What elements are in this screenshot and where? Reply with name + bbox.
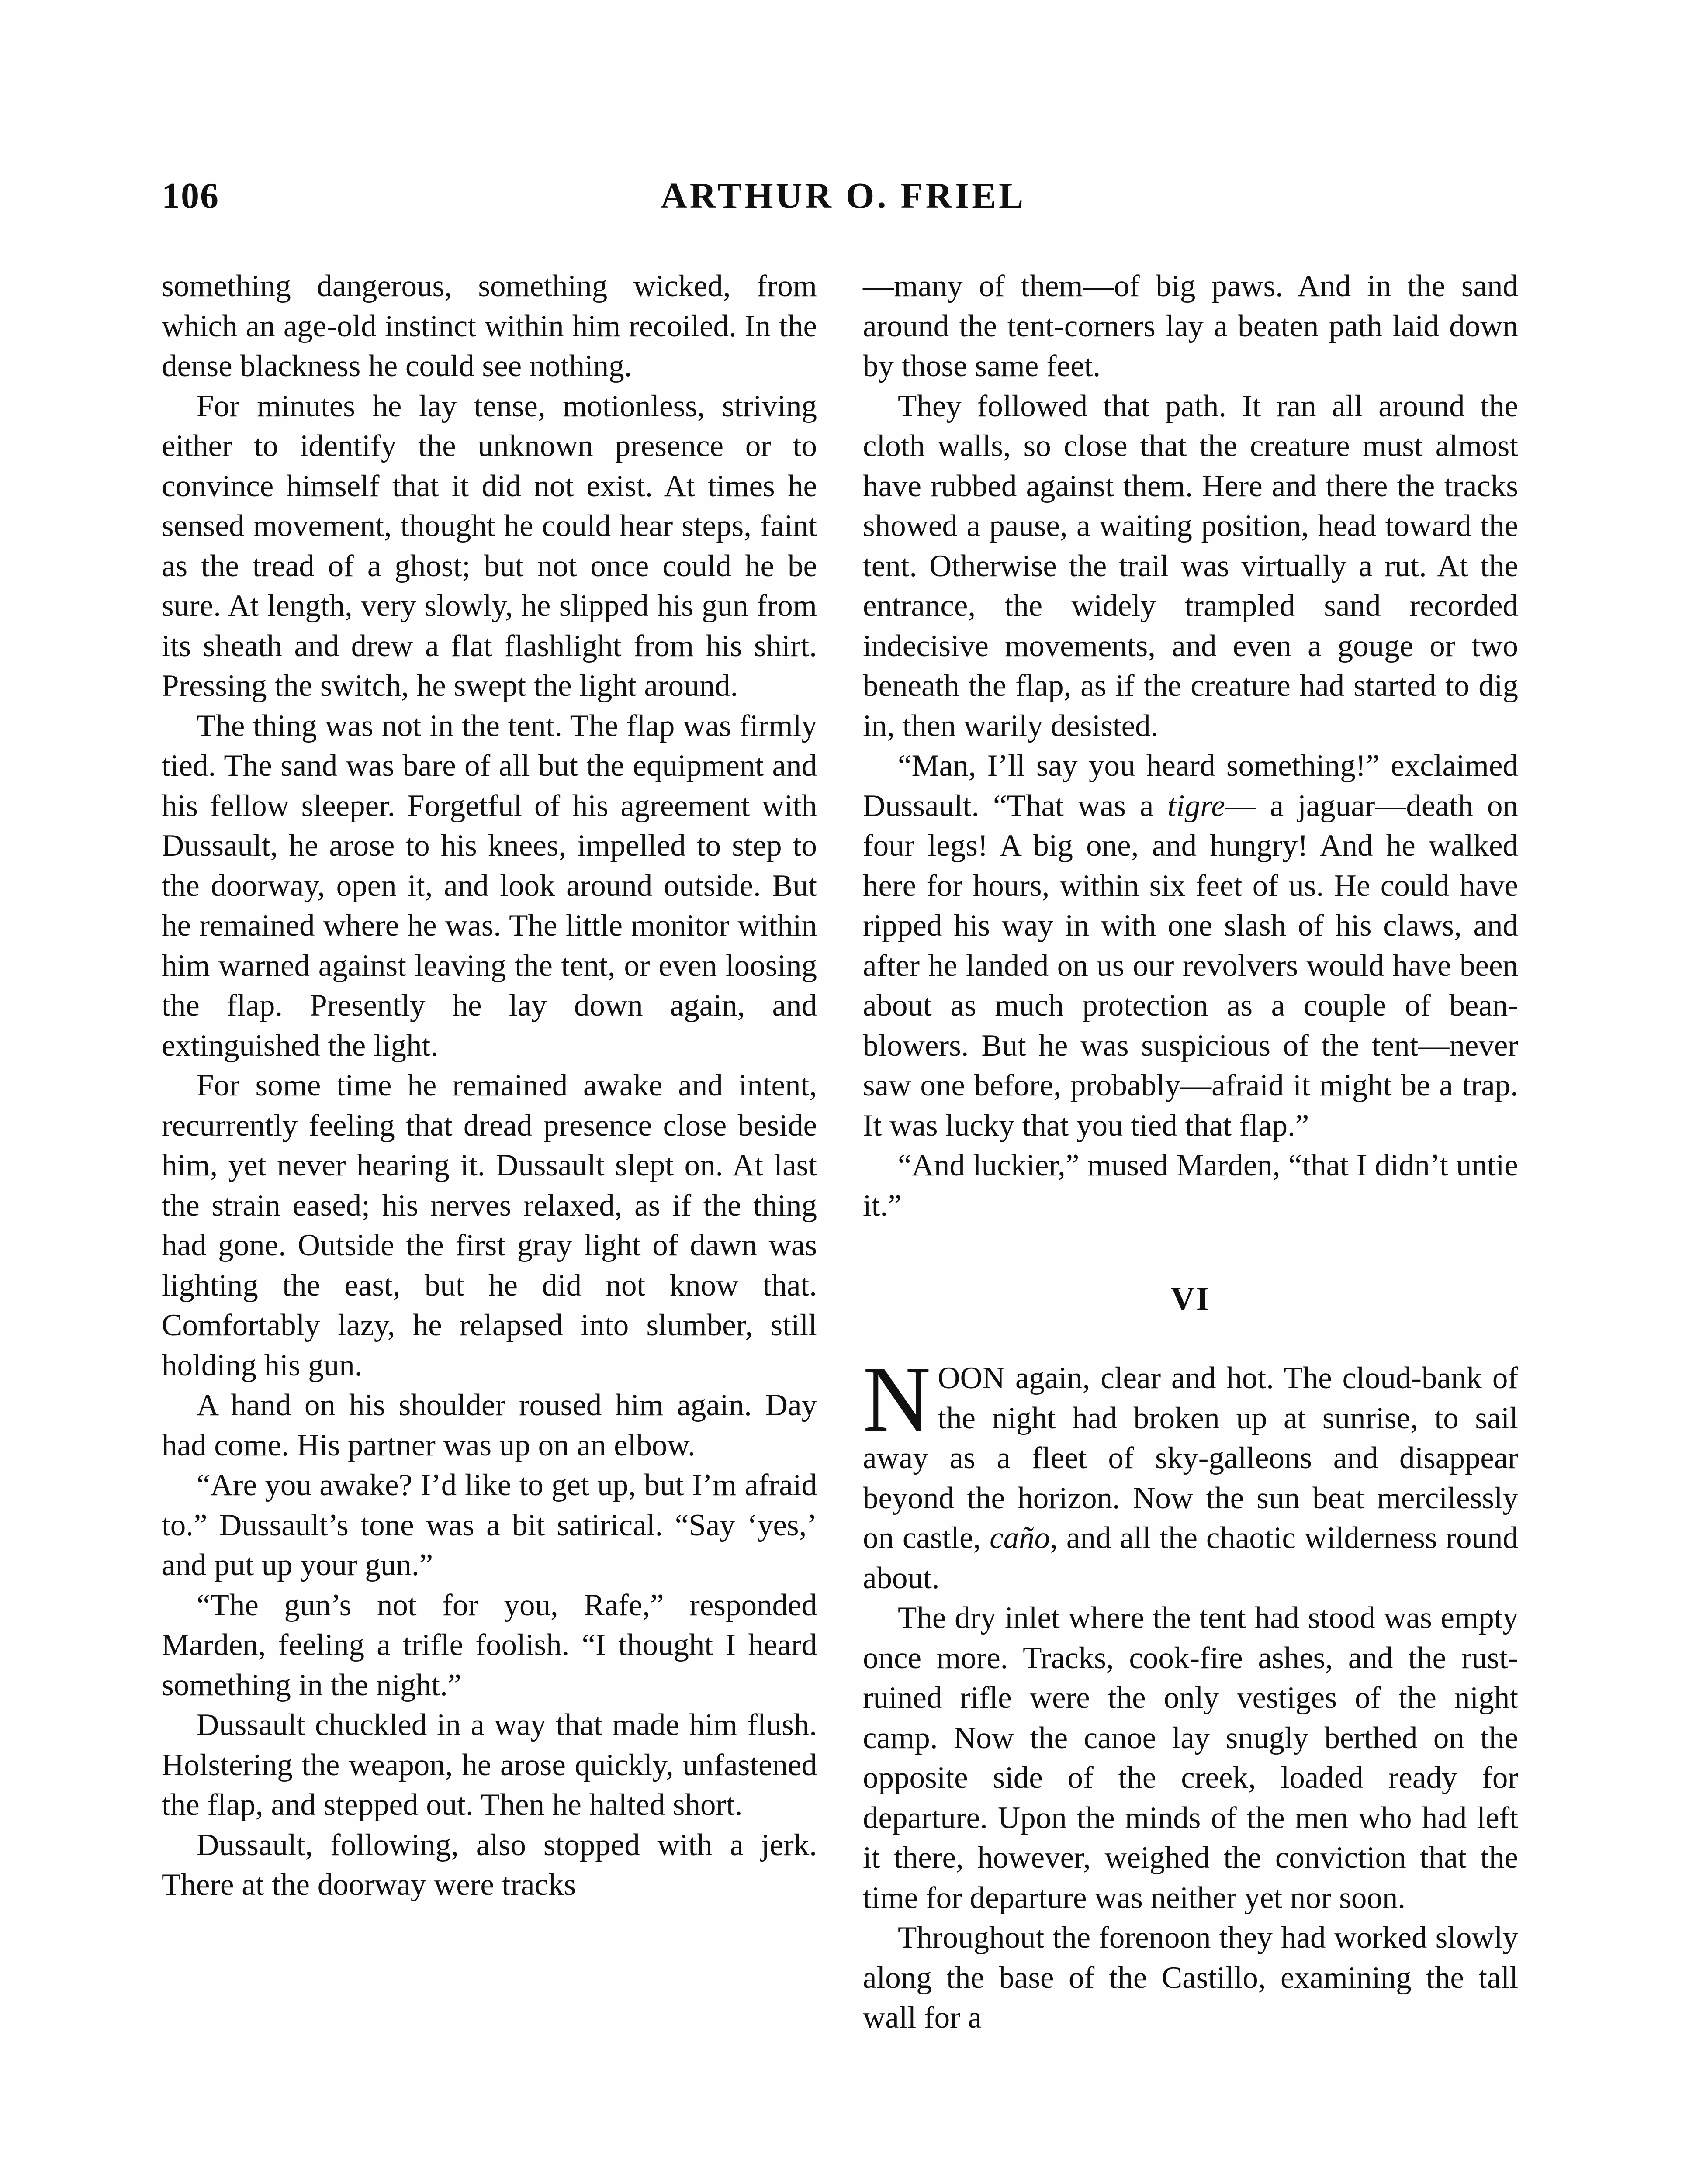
paragraph: For minutes he lay tense, motionless, striving either to identify the unknown presence or to convince himself that it did not exist. At times he sensed movement, thought he could hear steps, faint as the tread of a ghost; but not once could he be sure. At length, very slowly, he slipped his gun from its sheath and drew a flat flashlight from his shirt. Pressing the switch, he swept the light around.	[162, 389, 817, 703]
paragraph: “Are you awake? I’d like to get up, but I’m afraid to.” Dussault’s tone was a bit satirical. “Say ‘yes,’ and put up your gun.”	[162, 1468, 817, 1582]
italic-word: caño	[990, 1521, 1050, 1555]
right-column	[863, 266, 1518, 2038]
paragraph: “The gun’s not for you, Rafe,” responded Marden, feeling a trifle foolish. “I thought I heard something in the night.”	[162, 1588, 817, 1702]
paragraph: Dussault, following, also stopped with a jerk. There at the doorway were tracks	[162, 1828, 817, 1902]
paragraph-dussault-quote	[863, 746, 1518, 1146]
text-run: OON again, clear and hot. The cloud-bank of the night had broken up at sunrise, to sail away as a fleet of sky-galleons and disappear beyond the horizon. Now the sun beat mercilessly on castle,	[863, 1361, 1518, 1555]
paragraph: —many of them—of big paws. And in the sand around the tent-corners lay a beaten path laid down by those same feet.	[863, 269, 1518, 383]
paragraph: Throughout the forenoon they had worked slowly along the base of the Castillo, examining the tall wall for a	[863, 1921, 1518, 2035]
page-header	[162, 175, 1525, 232]
paragraph-dropcap	[863, 1347, 1519, 1598]
paragraph: The dry inlet where the tent had stood was empty once more. Tracks, cook-fire ashes, and the rust-ruined rifle were the only vestiges of the night camp. Now the canoe lay snugly berthed on the opposite side of the creek, loaded ready for departure. Upon the minds of the men who had left it there, however, weighed the conviction that the time for departure was neither yet nor soon.	[863, 1601, 1518, 1915]
running-head: ARTHUR O. FRIEL	[660, 176, 1026, 216]
text-run: “Man, I’ll say you heard something!” exclaimed Dussault. “That was a	[863, 749, 1518, 823]
section-heading: VI	[1170, 1281, 1211, 1317]
paragraph: For some time he remained awake and intent, recurrently feeling that dread presence close beside him, yet never hearing it. Dussault slept on. At last the strain eased; his nerves relaxed, as if the thing had gone. Outside the first gray light of dawn was lighting the east, but he did not know that. Comfortably lazy, he relapsed into slumber, still holding his gun.	[162, 1068, 817, 1382]
text-run: , and all the chaotic wilderness round about.	[863, 1521, 1519, 1595]
paragraph: “And luckier,” mused Marden, “that I didn’t untie it.”	[863, 1148, 1518, 1223]
text-run: — a jaguar—death on four legs! A big one, and hungry! And he walked here for hours, within six feet of us. He could have ripped his way in with one slash of his claws, and after he landed on us our revolvers would have been about as much protection as a couple of bean-blowers. But he was suspicious of the tent—never saw one before, probably—afraid it might be a trap. It was lucky that you tied that flap.”	[863, 788, 1518, 1143]
paragraph: something dangerous, something wicked, from which an age-old instinct within him recoiled. In the dense blackness he could see nothing.	[162, 269, 817, 383]
paragraph: The thing was not in the tent. The flap was firmly tied. The sand was bare of all but the equipment and his fellow sleeper. Forgetful of his agreement with Dussault, he arose to his knees, impelled to step to the doorway, open it, and look around outside. But he remained where he was. The little monitor within him warned against leaving the tent, or even loosing the flap. Presently he lay down again, and extinguished the light.	[162, 708, 817, 1063]
page-number: 106	[162, 176, 219, 216]
left-column	[162, 266, 817, 1905]
paragraph: A hand on his shoulder roused him again. Day had come. His partner was up on an elbow.	[162, 1388, 817, 1462]
paragraph: Dussault chuckled in a way that made him flush. Holstering the weapon, he arose quickly, unfastened the flap, and stepped out. Then he halted short.	[162, 1708, 817, 1822]
italic-word: tigre	[1167, 788, 1225, 823]
paragraph: They followed that path. It ran all around the cloth walls, so close that the creature must almost have rubbed against them. Here and there the tracks showed a pause, a waiting position, head toward the tent. Otherwise the trail was virtually a rut. At the entrance, the widely trampled sand recorded indecisive movements, and even a gouge or two beneath the flap, as if the creature had started to dig in, then warily desisted.	[863, 389, 1518, 743]
drop-cap: N	[863, 1347, 931, 1451]
